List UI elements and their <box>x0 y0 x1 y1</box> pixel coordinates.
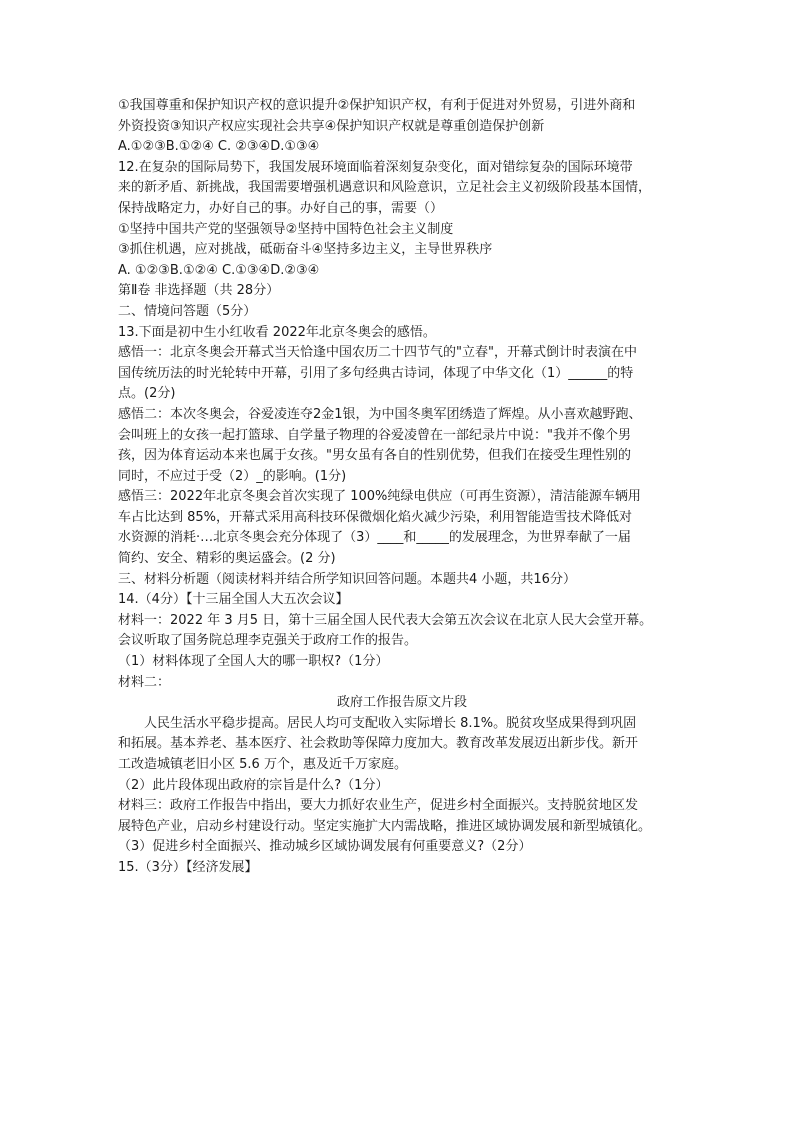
part-2-heading: 第Ⅱ卷 非选择题（共 28分） <box>118 283 280 299</box>
report-excerpt-line-1: 人民生活水平稳步提高。居民人均可支配收入实际增长 8.1%。脱贫攻坚成果得到巩固 <box>144 715 637 731</box>
reflection-3-line-1: 感悟三：2022年北京冬奥会首次实现了 100%纯绿电供应（可再生资源），清洁能源车辆用 <box>118 489 641 505</box>
report-excerpt-title: 政府工作报告原文片段 <box>336 695 467 711</box>
material-2-label: 材料二： <box>118 674 171 690</box>
document-page <box>118 96 686 879</box>
question-12-statements-line-1: ①坚持中国共产党的坚强领导②坚持中国特色社会主义制度 <box>118 221 454 237</box>
reflection-1-line-1: 感悟一：北京冬奥会开幕式当天恰逢中国农历二十四节气的"立春"，开幕式倒计时表演在中 <box>118 345 637 361</box>
reflection-3-line-3: 水资源的消耗·…北京冬奥会充分体现了（3）____和_____的发展理念，为世界奉献了一届 <box>118 530 631 546</box>
question-11-choices: A.①②③B.①②④ C. ②③④D.①③④ <box>118 139 320 155</box>
question-14-heading: 14.（4分）【十三届全国人大五次会议】 <box>118 592 349 608</box>
material-1-line-2: 会议听取了国务院总理李克强关于政府工作的报告。 <box>118 633 418 649</box>
question-12-statements-line-2: ③抓住机遇，应对挑战，砥砺奋斗④坚持多边主义，主导世界秩序 <box>118 242 493 258</box>
report-excerpt-line-2: 和拓展。基本养老、基本医疗、社会救助等保障力度加大。教育改革发展迈出新步伐。新开 <box>118 736 639 752</box>
question-12-stem-line-2: 来的新矛盾、新挑战，我国需要增强机遇意识和风险意识，立足社会主义初级阶段基本国情， <box>118 180 652 196</box>
reflection-2-line-2: 会叫班上的女孩一起打篮球、自学量子物理的谷爱凌曾在一部纪录片中说："我并不像个男 <box>118 427 631 443</box>
reflection-3-line-2: 车占比达到 85%，开幕式采用高科技环保微烟化焰火减少污染，利用智能造雪技术降低对 <box>118 509 633 525</box>
reflection-1-line-3: 点。(2分) <box>118 386 176 402</box>
material-3-line-1: 材料三：政府工作报告中指出，要大力抓好农业生产，促进乡村全面振兴。支持脱贫地区发 <box>118 798 639 814</box>
reflection-1-line-2: 国传统历法的时光轮转中开幕，引用了多句经典古诗词，体现了中华文化（1）______的特 <box>118 365 634 381</box>
question-13-stem: 13.下面是初中生小红收看 2022年北京冬奥会的感悟。 <box>118 324 436 340</box>
question-11-option-statements-line-2: 外资投资③知识产权应实现社会共享④保护知识产权就是尊重创造保护创新 <box>118 118 545 134</box>
question-12-choices: A. ①②③B.①②④ C.①③④D.②③④ <box>118 262 320 278</box>
question-12-stem-line-1: 12.在复杂的国际局势下，我国发展环境面临着深刻复杂变化，面对错综复杂的国际环境带 <box>118 159 633 175</box>
section-3-heading: 三、材料分析题（阅读材料并结合所学知识回答问题。本题共4 小题，共16分） <box>118 571 576 587</box>
reflection-2-line-3: 孩，因为体育运动本来也属于女孩。"男女虽有各自的性别优势，但我们在接受生理性别的 <box>118 448 631 464</box>
reflection-2-line-4: 同时，不应过于受（2）_的影响。(1分) <box>118 468 347 484</box>
report-excerpt-line-3: 工改造城镇老旧小区 5.6 万个，惠及近千万家庭。 <box>118 757 407 772</box>
reflection-2-line-1: 感悟二：本次冬奥会，谷爱凌连夺2金1银，为中国冬奥军团绣造了辉煌。从小喜欢越野跑、 <box>118 406 642 422</box>
reflection-3-line-4: 简约、安全、精彩的奥运盛会。(2 分) <box>118 551 336 567</box>
question-11-option-statements-line-1: ①我国尊重和保护知识产权的意识提升②保护知识产权，有利于促进对外贸易，引进外商和 <box>118 98 636 113</box>
material-1-line-1: 材料一：2022 年 3 月5 日，第十三届全国人民代表大会第五次会议在北京人民大会堂开幕。 <box>118 612 653 628</box>
material-3-line-2: 展特色产业，启动乡村建设行动。坚定实施扩大内需战略，推进区域协调发展和新型城镇化。 <box>118 818 652 834</box>
section-2-heading: 二、情境问答题（5分） <box>118 303 257 319</box>
question-14-part-3: （3）促进乡村全面振兴、推动城乡区域协调发展有何重要意义?（2分） <box>118 839 532 855</box>
question-15-heading: 15.（3分）【经济发展】 <box>118 859 258 875</box>
question-14-part-1: （1）材料体现了全国人大的哪一职权?（1分） <box>118 654 389 670</box>
question-14-part-2: （2）此片段体现出政府的宗旨是什么?（1分） <box>118 777 389 793</box>
question-12-stem-line-3: 保持战略定力，办好自己的事。办好自己的事，需要（） <box>118 200 444 216</box>
